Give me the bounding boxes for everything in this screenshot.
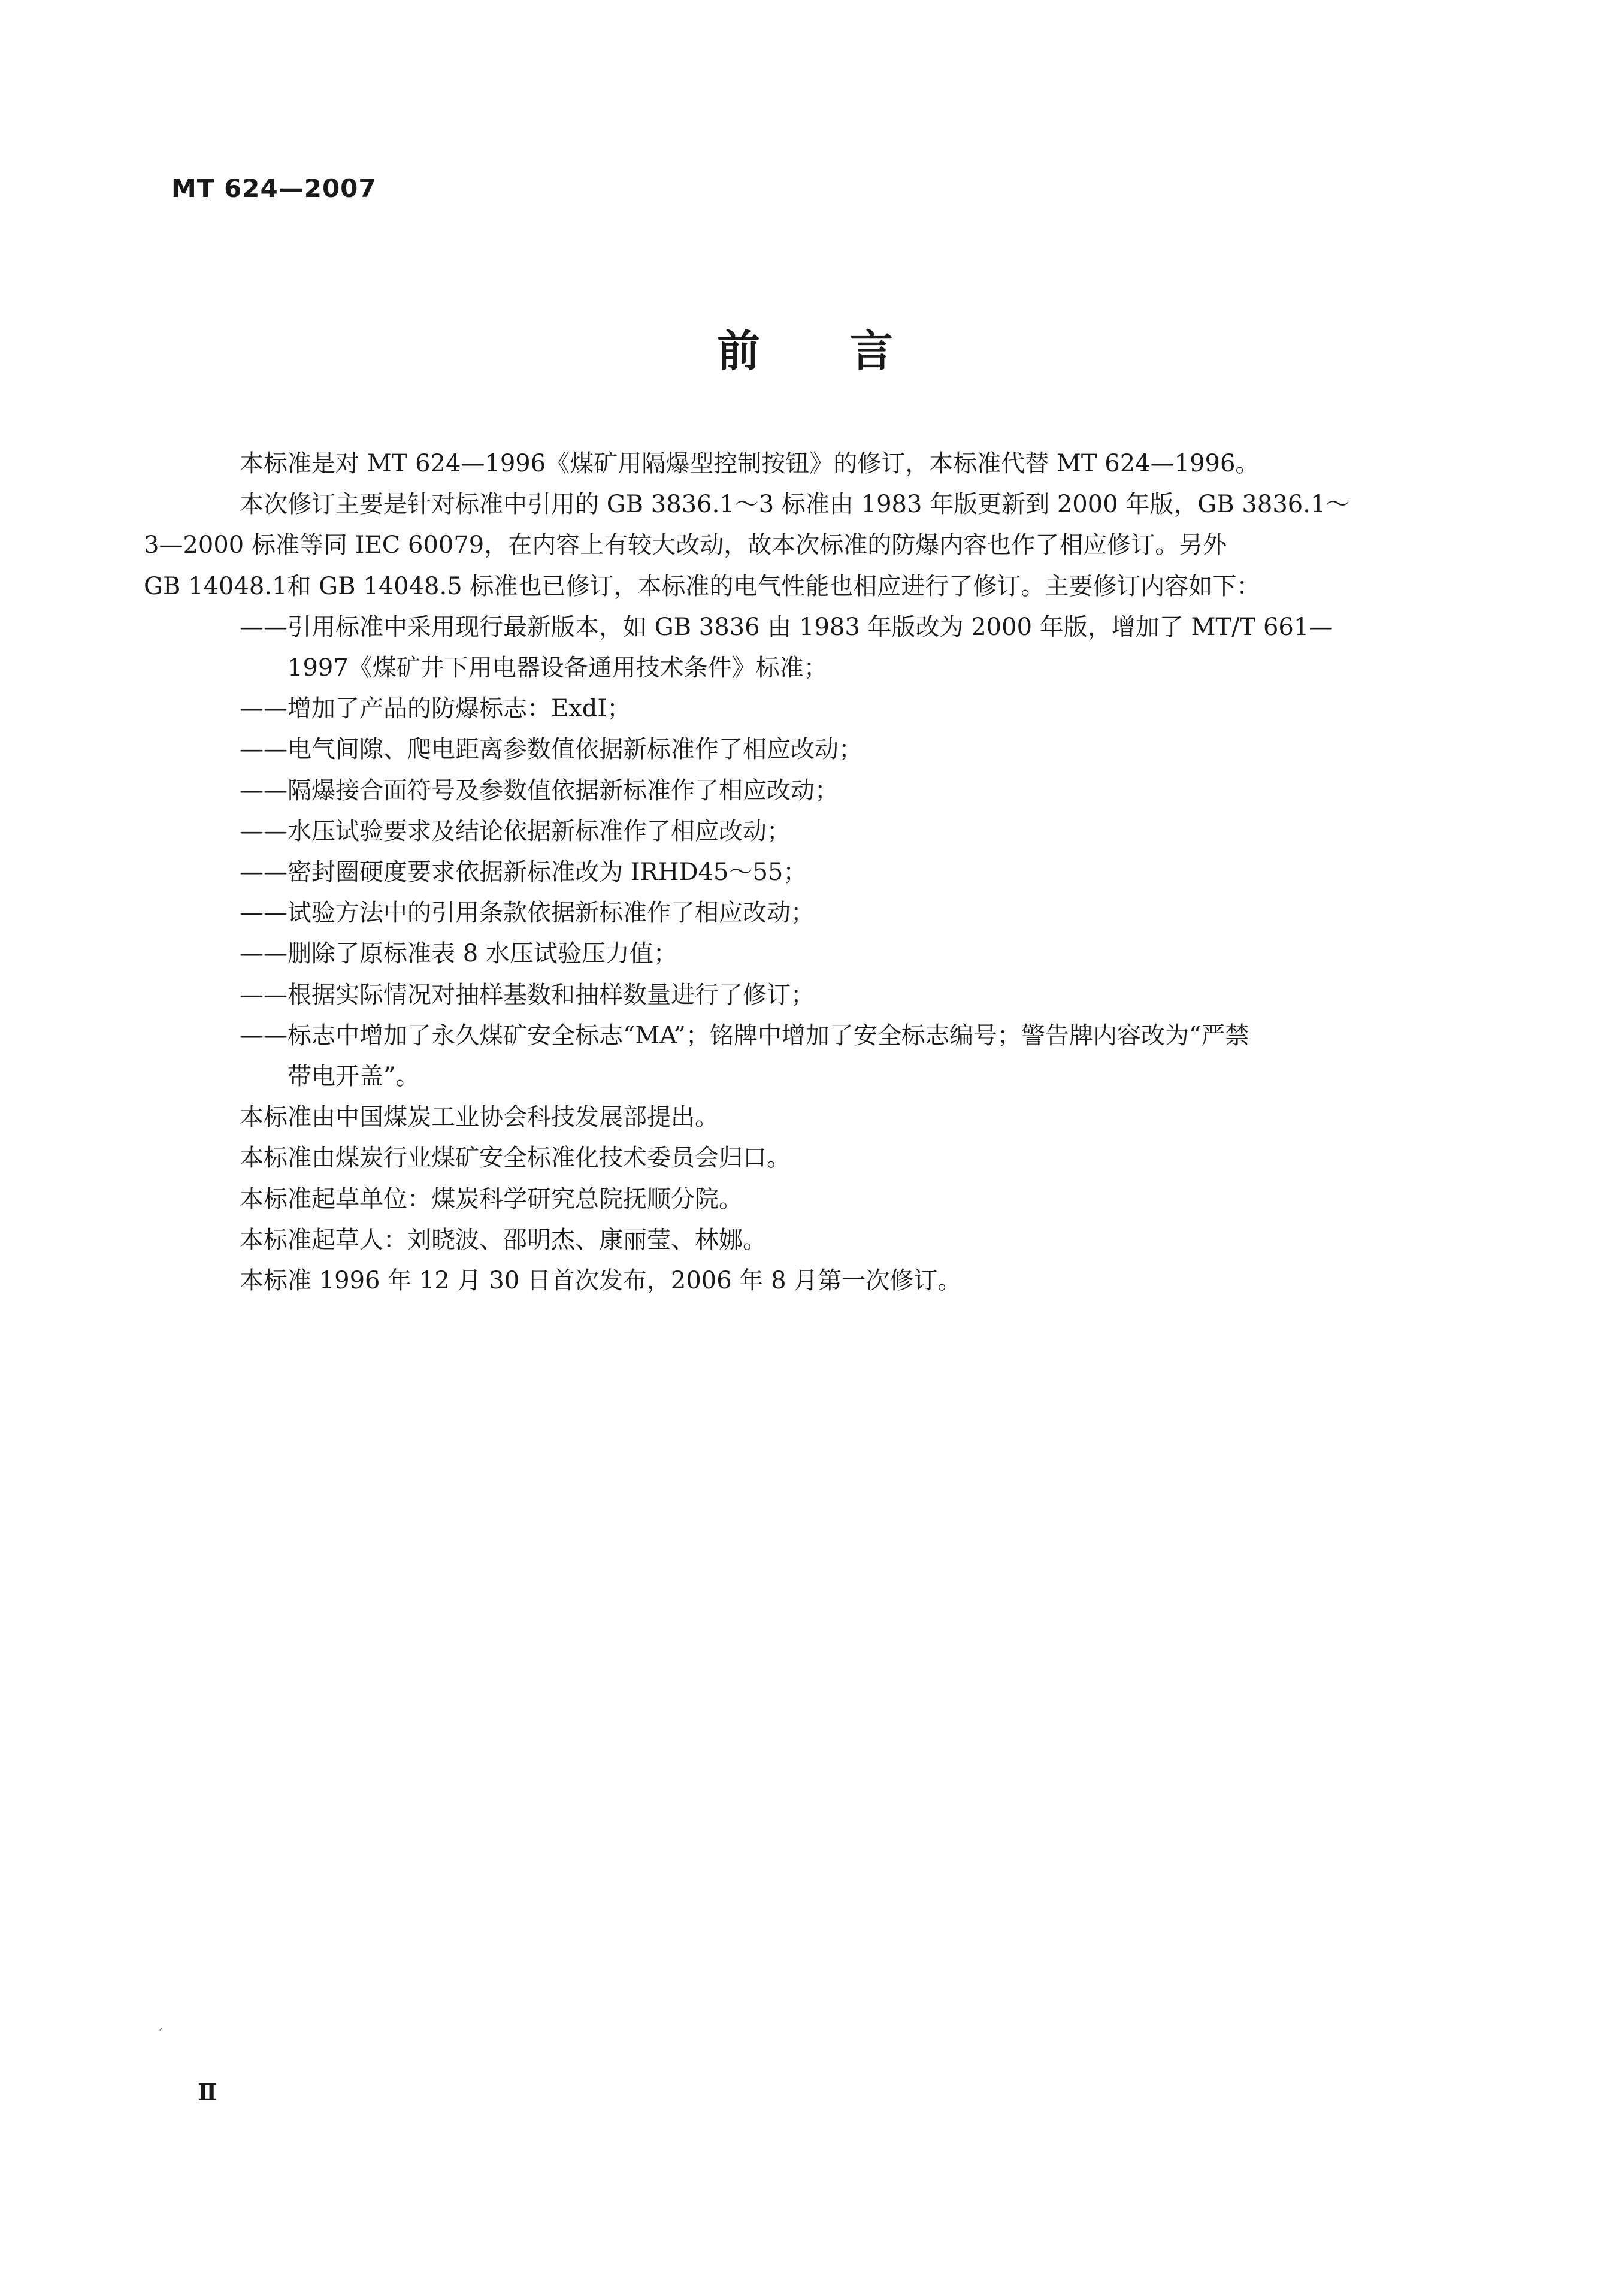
document-code: MT 624—2007 — [171, 174, 377, 203]
list-item-text: 标志中增加了永久煤矿安全标志“MA”；铭牌中增加了安全标志编号；警告牌内容改为“严禁 — [288, 1021, 1249, 1049]
list-item — [240, 729, 1473, 770]
list-item — [240, 975, 1473, 1015]
paragraph-drafting-unit: 本标准起草单位：煤炭科学研究总院抚顺分院。 — [240, 1185, 743, 1213]
list-item-text: 增加了产品的防爆标志：ExdI； — [288, 695, 631, 723]
list-item — [240, 688, 1473, 729]
list-item-text: 引用标准中采用现行最新版本，如 GB 3836 由 1983 年版改为 2000 年版，增加了 MT/T 661— — [288, 613, 1333, 641]
list-dash: —— — [240, 613, 288, 641]
list-item-text: 根据实际情况对抽样基数和抽样数量进行了修订； — [288, 981, 815, 1009]
list-item-text: 隔爆接合面符号及参数值依据新标准作了相应改动； — [288, 776, 839, 804]
list-dash: —— — [240, 736, 288, 764]
list-item — [240, 1015, 1473, 1056]
stray-mark: ˊ — [157, 2028, 164, 2043]
list-item-text: 删除了原标准表 8 水压试验压力值； — [288, 940, 677, 968]
list-dash: —— — [240, 1021, 288, 1049]
list-item-text: 试验方法中的引用条款依据新标准作了相应改动； — [288, 899, 815, 927]
paragraph-intro: 本标准是对 MT 624—1996《煤矿用隔爆型控制按钮》的修订，本标准代替 MT 624—1996。 — [240, 450, 1260, 477]
list-dash: —— — [240, 776, 288, 804]
list-item — [240, 893, 1473, 933]
paragraph-release-history: 本标准 1996 年 12 月 30 日首次发布，2006 年 8 月第一次修订。 — [240, 1267, 962, 1295]
page-title: 前言 — [716, 326, 983, 376]
list-item-continuation: 带电开盖”。 — [288, 1063, 420, 1091]
list-dash: —— — [240, 695, 288, 723]
body-text — [144, 443, 1473, 1301]
list-item-continuation: 1997《煤矿井下用电器设备通用技术条件》标准； — [288, 654, 828, 682]
page-number: Ⅱ — [198, 2079, 217, 2106]
list-item — [240, 852, 1473, 893]
list-dash: —— — [240, 899, 288, 927]
paragraph-revision-line-3: GB 14048.1和 GB 14048.5 标准也已修订，本标准的电气性能也相应进行了修订。主要修订内容如下： — [144, 572, 1261, 600]
list-dash: —— — [240, 858, 288, 887]
list-item — [240, 811, 1473, 852]
list-dash: —— — [240, 817, 288, 845]
list-item-text: 密封圈硬度要求依据新标准改为 IRHD45～55； — [288, 858, 807, 887]
list-dash: —— — [240, 981, 288, 1009]
paragraph-committee: 本标准由煤炭行业煤矿安全标准化技术委员会归口。 — [240, 1144, 791, 1172]
list-dash: —— — [240, 940, 288, 968]
paragraph-drafters: 本标准起草人：刘晓波、邵明杰、康丽莹、林娜。 — [240, 1226, 767, 1254]
paragraph-proposer: 本标准由中国煤炭工业协会科技发展部提出。 — [240, 1103, 719, 1132]
list-item-text: 水压试验要求及结论依据新标准作了相应改动； — [288, 817, 791, 845]
list-item — [240, 770, 1473, 811]
list-item — [240, 933, 1473, 974]
list-item — [240, 607, 1473, 648]
paragraph-revision-line-2: 3—2000 标准等同 IEC 60079，在内容上有较大改动，故本次标准的防爆内容也作了相应修订。另外 — [144, 531, 1227, 559]
paragraph-revision-line-1: 本次修订主要是针对标准中引用的 GB 3836.1～3 标准由 1983 年版更新到 2000 年版，GB 3836.1～ — [240, 491, 1350, 519]
list-item-text: 电气间隙、爬电距离参数值依据新标准作了相应改动； — [288, 736, 862, 764]
